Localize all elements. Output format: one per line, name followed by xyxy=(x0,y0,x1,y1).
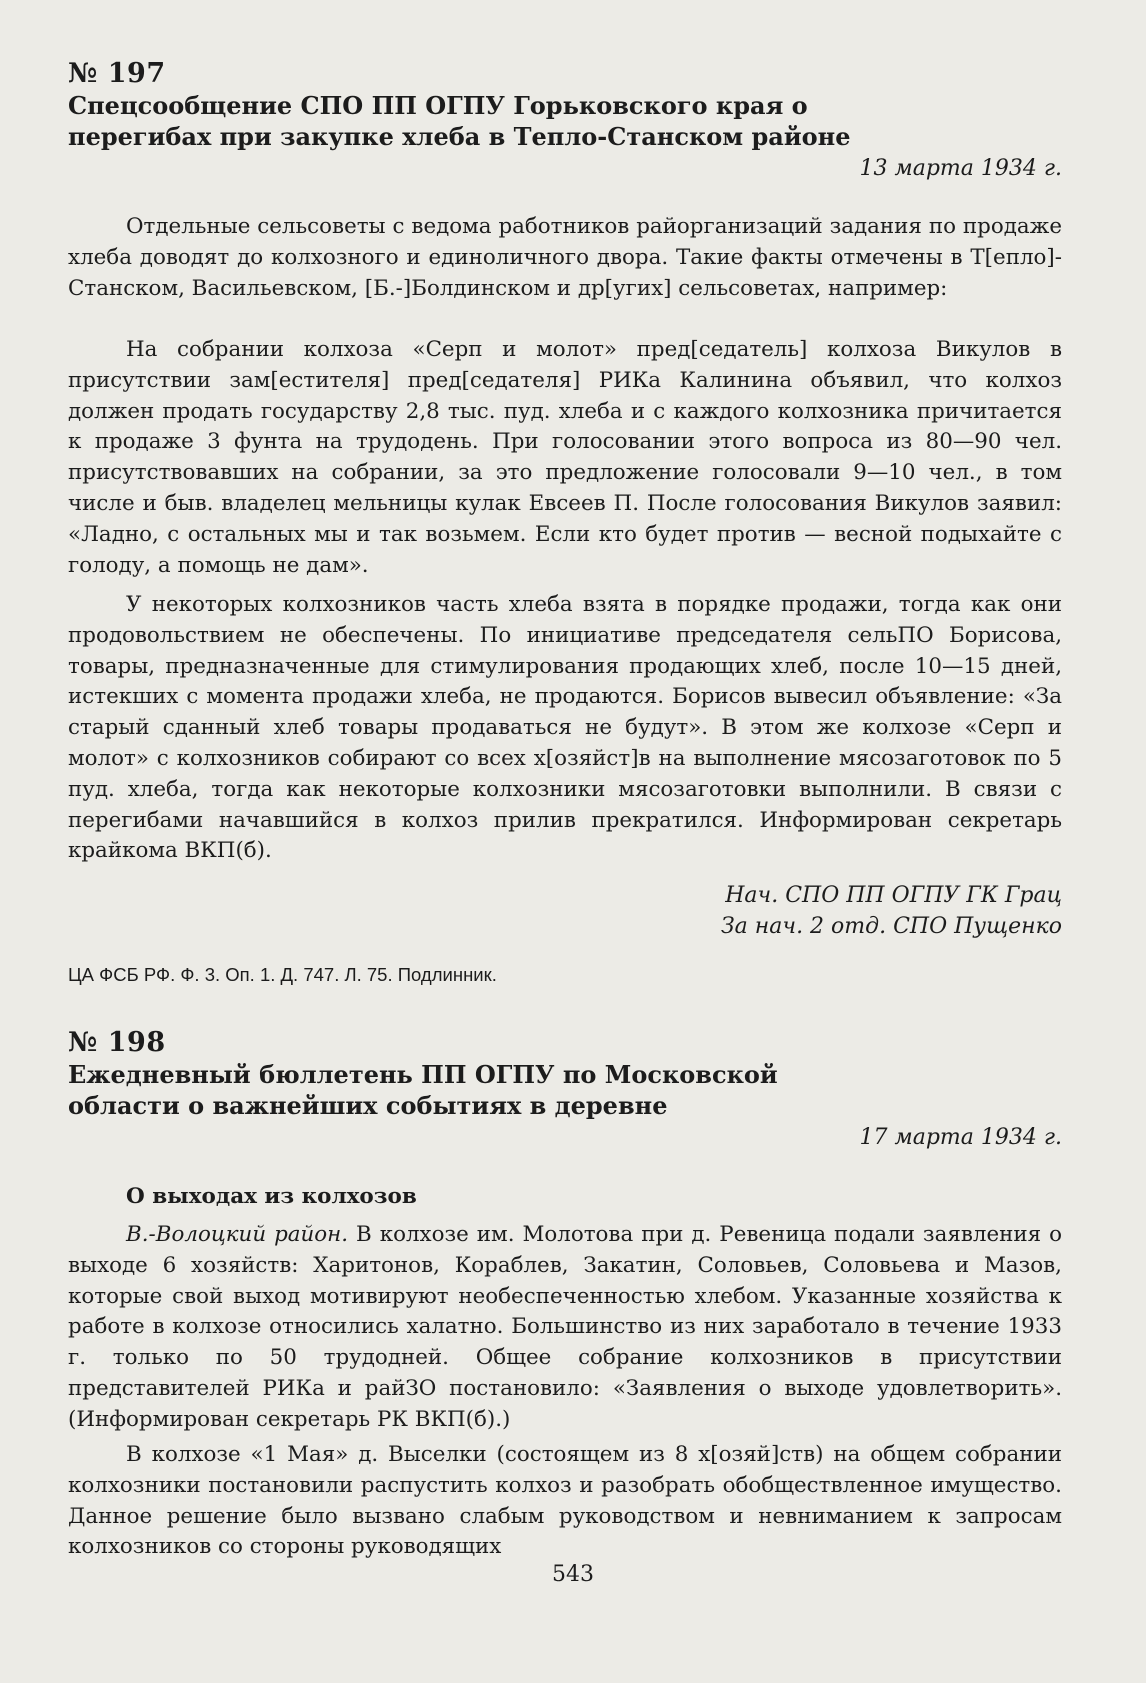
doc198-number: № 198 xyxy=(68,1027,166,1058)
doc197-paragraph-3: У некоторых колхозников часть хлеба взята в порядке продажи, тогда как они продовольствием не обеспечены. По инициативе председателя сельПО Борисова, товары, предназначенные для стимулирования продающих хлеб, после 10—15 дней, истекших с момента продажи хлеба, не продаются. Борисов вывесил объявление: «За старый сданный хлеб товары продаваться не будут». В этом же колхозе «Серп и молот» с колхозников собирают со всех х[озяйст]в на выполнение мясозаготовок по 5 пуд. хлеба, тогда как некоторые колхозники мясозаготовки выполнили. В связи с перегибами начавшийся в колхоз прилив прекратился. Информирован секретарь крайкома ВКП(б). xyxy=(68,592,1062,864)
district-label: В.-Волоцкий район. xyxy=(126,1222,349,1247)
doc197-signature-2: За нач. 2 отд. СПО Пущенко xyxy=(720,914,1062,939)
doc198-paragraph-1-text: В колхозе им. Молотова при д. Ревеница подали заявления о выходе 6 хозяйств: Харитонов, Кораблев, Закатин, Соловьев, Соловьева и Мазов, которые свой выход мотивируют необеспеченностью хлебом. Указанные хозяйства к работе в колхозе относились халатно. Большинство из них заработало в течение 1933 г. только по 50 трудодней. Общее собрание колхозников в присутствии представителей РИКа и райЗО постановило: «Заявления о выходе удовлетворить». (Информирован секретарь РК ВКП(б).) xyxy=(68,1222,1062,1432)
doc197-paragraph-1: Отдельные сельсоветы с ведома работников райорганизаций задания по продаже хлеба доводят до колхозного и единоличного двора. Такие факты отмечены в Т[епло]-Станском, Васильевском, [Б.-]Болдинском и др[угих] сельсоветах, например: xyxy=(68,214,1062,301)
doc197-date: 13 марта 1934 г. xyxy=(859,156,1062,181)
page-number: 543 xyxy=(552,1562,594,1587)
doc198-date: 17 марта 1934 г. xyxy=(859,1125,1062,1150)
doc198-section-heading: О выходах из колхозов xyxy=(126,1184,417,1209)
doc197-paragraph-2: На собрании колхоза «Серп и молот» пред[седатель] колхоза Викулов в присутствии зам[естителя] пред[седателя] РИКа Калинина объявил, что колхоз должен продать государству 2,8 тыс. пуд. хлеба и с каждого колхозника причитается к продаже 3 фунта на трудодень. При голосовании этого вопроса из 80—90 чел. присутствовавших на собрании, за это предложение голосовали 9—10 чел., в том числе и быв. владелец мельницы кулак Евсеев П. После голосования Викулов заявил: «Ладно, с остальных мы и так возьмем. Если кто будет против — весной подыхайте с голоду, а помощь не дам». xyxy=(68,337,1062,578)
doc198-title: Ежедневный бюллетень ПП ОГПУ по Московской области о важнейших событиях в деревне xyxy=(68,1060,778,1120)
doc198-paragraph-1 xyxy=(68,1220,1062,1436)
doc197-title: Спецсообщение СПО ПП ОГПУ Горьковского края о перегибах при закупке хлеба в Тепло-Станском районе xyxy=(68,91,851,151)
doc197-source: ЦА ФСБ РФ. Ф. 3. Оп. 1. Д. 747. Л. 75. Подлинник. xyxy=(68,964,497,985)
doc197-signature-1: Нач. СПО ПП ОГПУ ГК Грац xyxy=(725,883,1062,908)
doc198-paragraph-2: В колхозе «1 Мая» д. Выселки (состоящем из 8 х[озяй]ств) на общем собрании колхозники постановили распустить колхоз и разобрать обобществленное имущество. Данное решение было вызвано слабым руководством и невниманием к запросам колхозников со стороны руководящих xyxy=(68,1442,1062,1560)
doc197-number: № 197 xyxy=(68,58,166,89)
